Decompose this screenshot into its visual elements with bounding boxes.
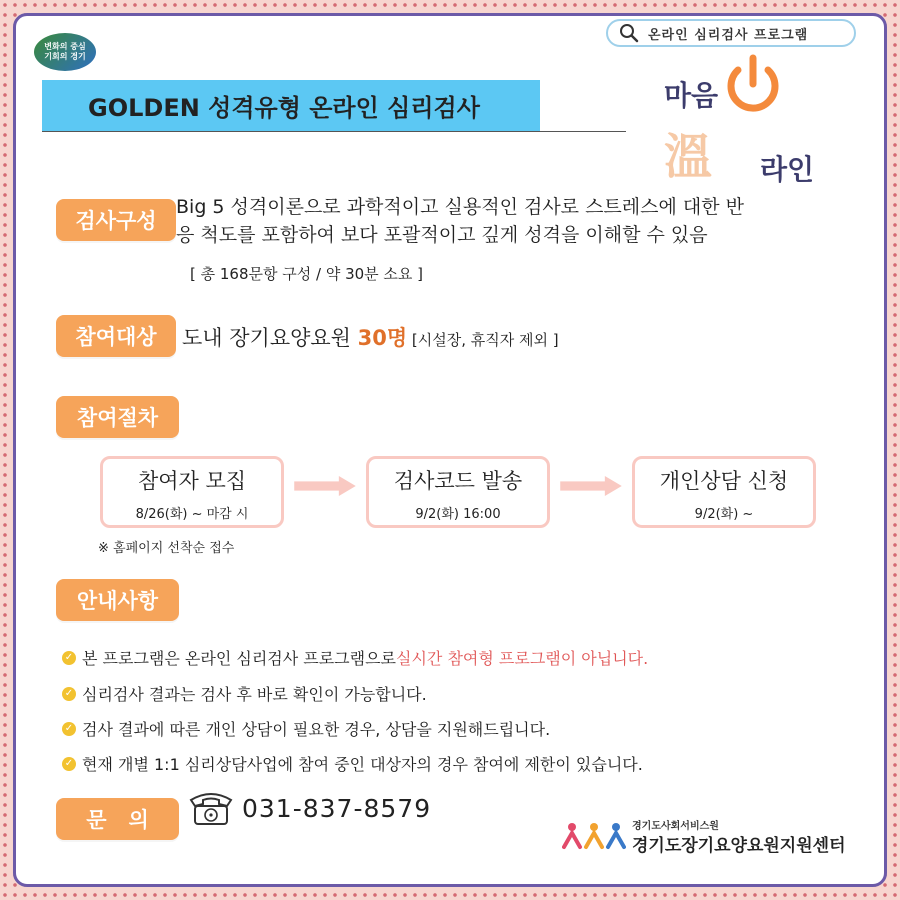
organization-logo [562,817,872,867]
gyeonggi-slogan-badge [34,33,96,71]
notice-item [62,646,648,669]
step-counseling-title: 개인상담 신청 [659,469,789,493]
target-count: 30명 [357,326,408,350]
check-icon: ✓ [62,722,76,736]
composition-sub: [ 총 168문항 구성 / 약 30분 소요 ] [190,265,424,283]
notice-text: 현재 개별 1:1 심리상담사업에 참여 중인 대상자의 경우 참여에 제한이 있습니다. [82,755,643,774]
organization-sub: 경기도사회서비스원 [632,821,719,832]
badge-line2: 기회의 경기 [44,52,86,61]
arrow-right-icon [285,476,365,496]
target-note: [시설장, 휴직자 제외 ] [407,331,559,349]
target-text: 도내 장기요양요원 [182,326,358,350]
notice-item [62,717,550,740]
logo-text-top: 마음 [664,79,719,112]
check-icon: ✓ [62,651,76,665]
step-code-title: 검사코드 발송 [393,469,523,493]
organization-name: 경기도장기요양요원지원센터 [632,836,846,856]
step-recruitment-date: 8/26(화) ~ 마감 시 [135,507,249,522]
notice-text: 심리검사 결과는 검사 후 바로 확인이 가능합니다. [82,685,427,704]
logo-text-hanja: 溫 [664,129,713,185]
arrow-right-icon [551,476,631,496]
step-counseling [632,456,816,528]
notice-item [62,682,427,705]
step-recruitment-title: 참여자 모집 [137,469,247,493]
maeum-online-logo [660,50,830,200]
step-code-dispatch [366,456,550,528]
logo-text-bottom: 라인 [760,153,815,186]
target-description [182,322,559,352]
badge-line1: 변화의 중심 [44,42,86,51]
check-icon: ✓ [62,757,76,771]
check-icon: ✓ [62,687,76,701]
contact-phone: 031-837-8579 [242,794,432,823]
program-pill-label: 온라인 심리검사 프로그램 [648,27,809,43]
section-label-composition: 검사구성 [56,199,176,241]
power-icon [718,50,788,120]
step-code-date: 9/2(화) 16:00 [415,507,501,522]
telephone-icon [187,788,235,828]
step-recruitment [100,456,284,528]
page-title [42,80,540,131]
notice-text: 본 프로그램은 온라인 심리검사 프로그램으로 [82,649,397,668]
notice-text: 검사 결과에 따른 개인 상담이 필요한 경우, 상담을 지원해드립니다. [82,720,551,739]
composition-description [176,193,826,249]
section-label-procedure: 참여절차 [56,396,179,438]
step-counseling-date: 9/2(화) ~ [694,507,754,522]
section-label-contact: 문 의 [56,798,179,840]
page-title-text: GOLDEN 성격유형 온라인 심리검사 [88,94,480,122]
people-icon [562,821,626,851]
composition-line2: 응 척도를 포함하여 보다 포괄적이고 깊게 성격을 이해할 수 있음 [176,224,708,246]
composition-line1: Big 5 성격이론으로 과학적이고 실용적인 검사로 스트레스에 대한 반 [176,196,744,218]
search-icon [618,22,640,44]
procedure-note: ※ 홈페이지 선착순 접수 [98,541,235,556]
notice-highlight: 실시간 참여형 프로그램이 아닙니다. [396,649,649,668]
notice-item [62,752,643,775]
title-underline [42,131,626,132]
section-label-target: 참여대상 [56,315,176,357]
section-label-notice: 안내사항 [56,579,179,621]
program-pill [606,19,856,47]
